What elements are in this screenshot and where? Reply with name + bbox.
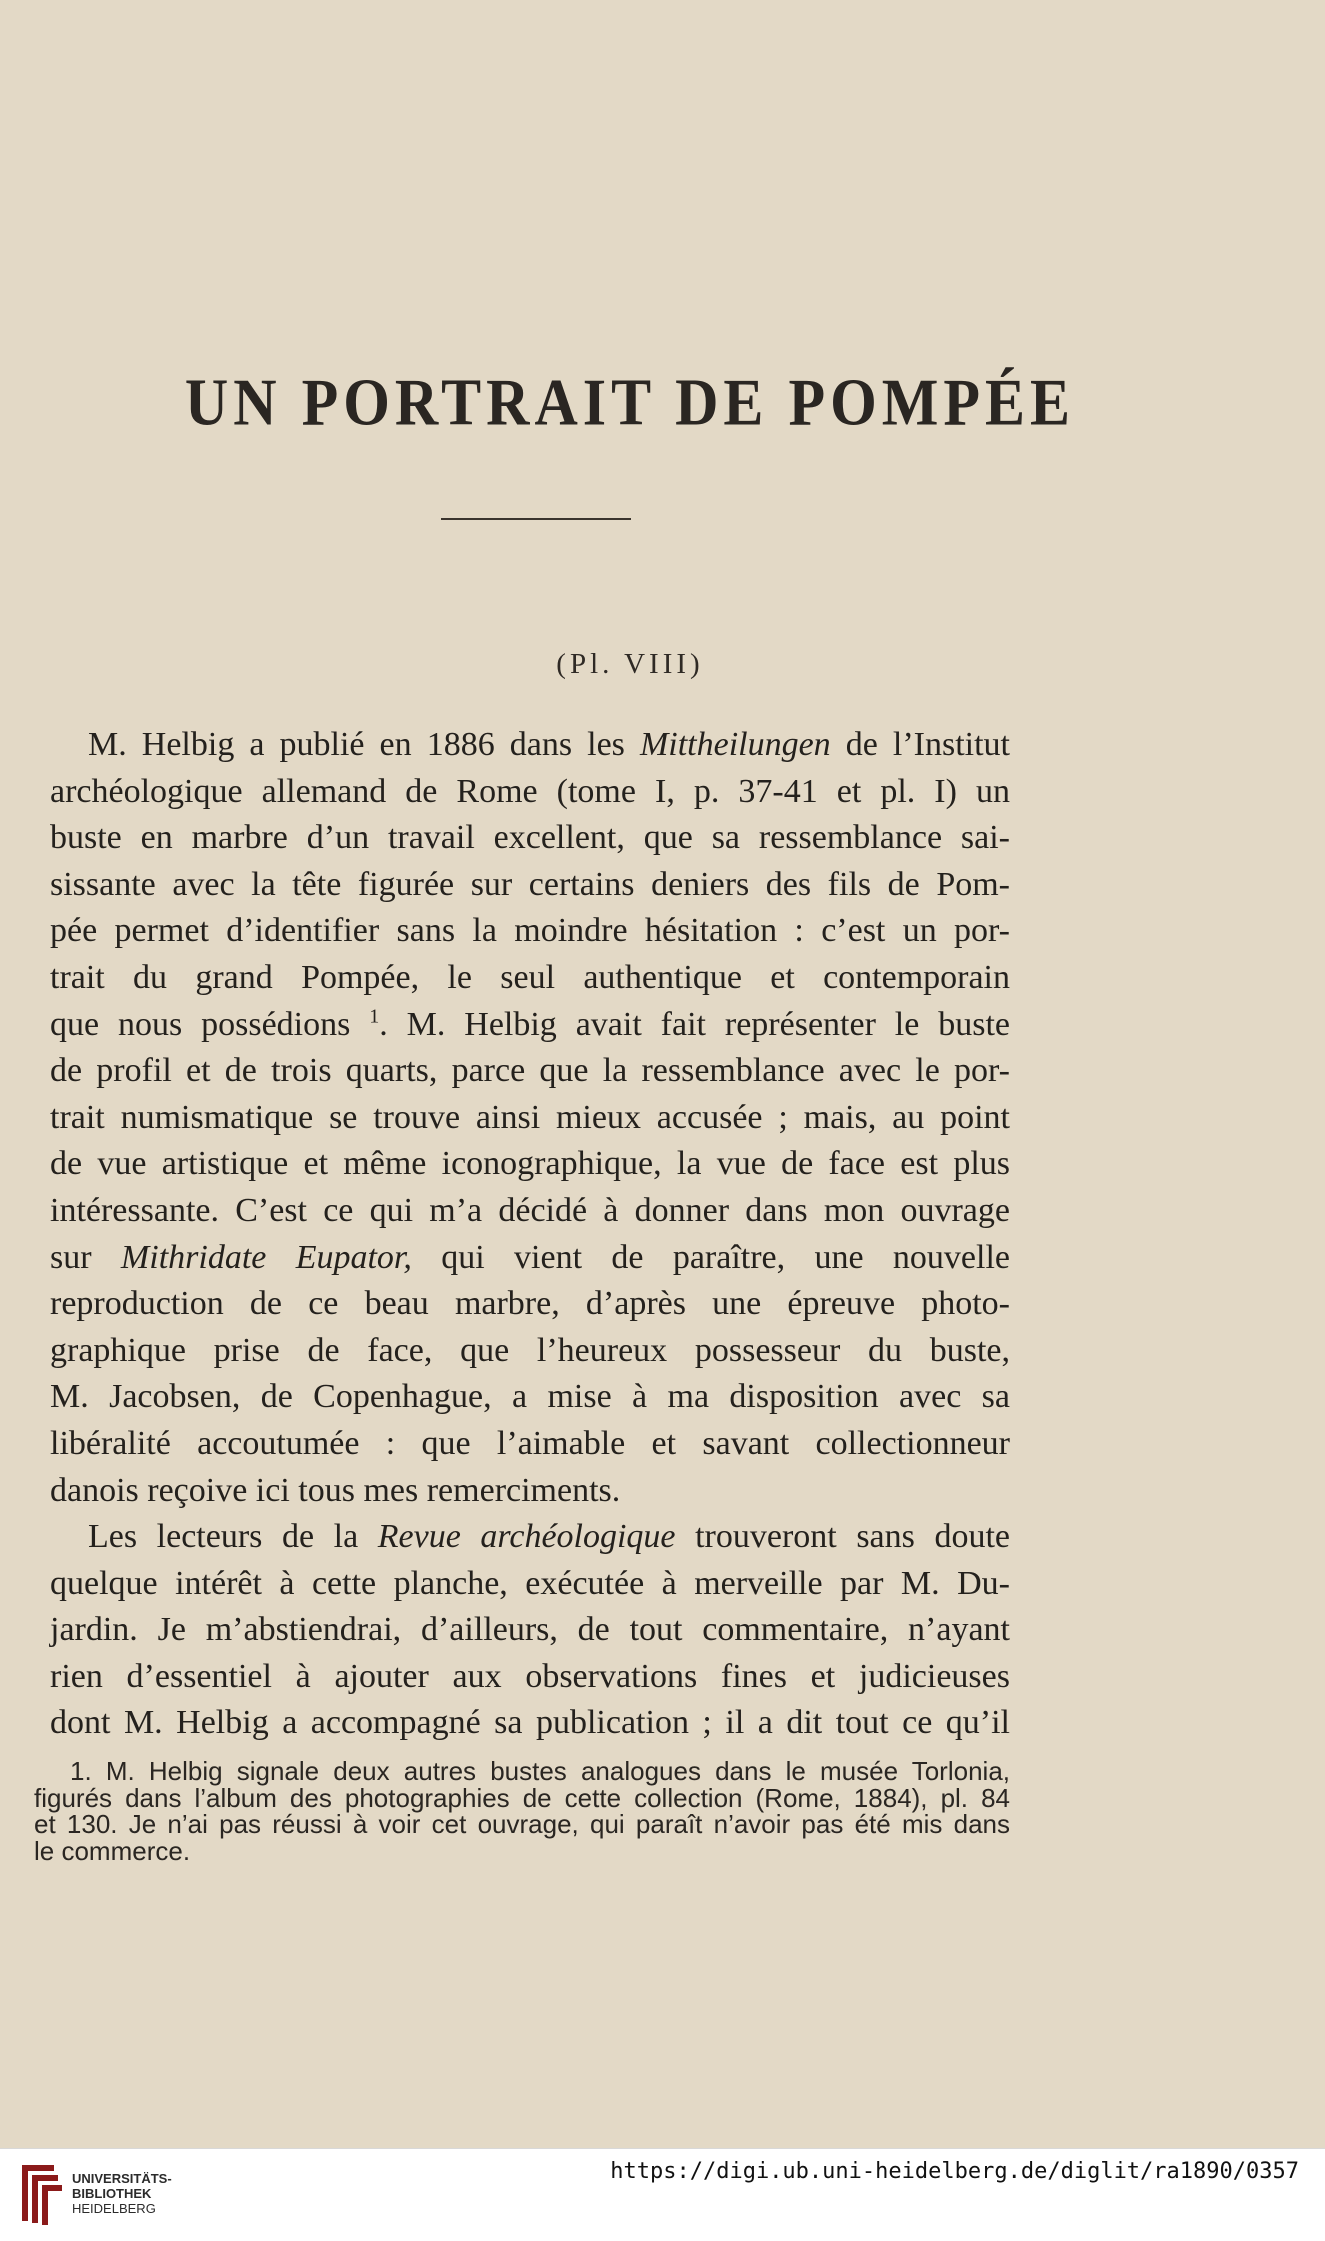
text-run: danois reçoive ici tous mes remerciments. [50, 1471, 621, 1509]
text-run: M. Jacobsen, de Copenhague, a mise à ma disposition avec sa [50, 1378, 1010, 1416]
title-rule [441, 518, 631, 520]
text-run: reproduction de ce beau marbre, d’après une épreuve photo- [50, 1285, 1010, 1323]
library-line: BIBLIOTHEK [72, 2186, 152, 2201]
library-line: UNIVERSITÄTS- [72, 2171, 172, 2186]
text-line [50, 1654, 1010, 1701]
text-run: pée permet d’identifier sans la moindre hésitation : c’est un por- [50, 912, 1010, 950]
text-line [50, 1048, 1010, 1095]
footnote-line: 1. M. Helbig signale deux autres bustes analogues dans le musée Torlonia, [70, 1756, 1010, 1786]
footnote-line: le commerce. [34, 1835, 191, 1866]
library-line: HEIDELBERG [72, 2201, 156, 2216]
text-line [50, 1328, 1010, 1375]
article-body [50, 722, 1010, 1747]
article-title: UN PORTRAIT DE POMPÉE [184, 364, 1076, 439]
page-url-link[interactable]: https://digi.ub.uni-heidelberg.de/diglit/ra1890/0357 [610, 2159, 1299, 2184]
text-run: sissante avec la tête figurée sur certains deniers des fils de Pom- [50, 865, 1010, 903]
text-run: jardin. Je m’abstiendrai, d’ailleurs, de tout commentaire, n’ayant [50, 1611, 1010, 1649]
footnote-line: figurés dans l’album des photographies de cette collection (Rome, 1884), pl. 84 [34, 1782, 1010, 1813]
text-run: dont M. Helbig a accompagné sa publication ; il a dit tout ce qu’il [50, 1704, 1010, 1742]
text-run: de vue artistique et même iconographique, la vue de face est plus [50, 1145, 1010, 1183]
text-run: trait du grand Pompée, le seul authentique et contemporain [50, 958, 1010, 996]
text-run: Les lecteurs de la [88, 1518, 378, 1556]
text-run: archéologique allemand de Rome (tome I, p. 37-41 et pl. I) un [50, 772, 1010, 810]
text-line [50, 722, 1010, 769]
plate-reference: (Pl. VIII) [556, 648, 704, 680]
library-logo-icon [14, 2161, 64, 2227]
text-line [50, 1188, 1010, 1235]
italic-title: Revue archéologique [377, 1518, 676, 1556]
italic-title: Mittheilungen [639, 726, 831, 763]
text-run: . M. Helbig avait fait représenter le buste [379, 1005, 1010, 1043]
text-line [50, 1468, 1010, 1515]
text-run: trait numismatique se trouve ainsi mieux accusée ; mais, au point [50, 1098, 1010, 1136]
text-line [50, 1421, 1010, 1468]
text-run: quelque intérêt à cette planche, exécutée à merveille par M. Du- [50, 1564, 1010, 1602]
text-run: intéressante. C’est ce qui m’a décidé à donner dans mon ouvrage [50, 1191, 1010, 1229]
text-run: libéralité accoutumée : que l’aimable et savant collectionneur [50, 1424, 1010, 1462]
text-line [50, 1561, 1010, 1608]
text-run: M. Helbig a publié en 1886 dans les [88, 726, 640, 763]
viewer-footer [0, 2148, 1325, 2241]
footnote [34, 1758, 1010, 1864]
text-run: que nous possédions [50, 1005, 370, 1043]
text-line [50, 955, 1010, 1002]
text-run: graphique prise de face, que l’heureux possesseur du buste, [50, 1331, 1010, 1369]
text-run: trouveront sans doute [675, 1518, 1010, 1556]
text-line [50, 1514, 1010, 1561]
text-run: buste en marbre d’un travail excellent, que sa ressemblance sai- [50, 819, 1010, 857]
text-line [50, 1700, 1010, 1747]
text-line [50, 1374, 1010, 1421]
text-line [50, 1607, 1010, 1654]
text-line [50, 815, 1010, 862]
text-line [50, 769, 1010, 816]
text-line [50, 1095, 1010, 1142]
text-line [50, 862, 1010, 909]
italic-title: Mithridate Eupator, [120, 1238, 412, 1276]
text-run: sur [50, 1238, 121, 1276]
footnote-marker: 1 [369, 1005, 380, 1028]
library-name [72, 2171, 172, 2216]
text-line [50, 1002, 1010, 1049]
text-run: qui vient de paraître, une nouvelle [411, 1238, 1011, 1276]
text-line [50, 1281, 1010, 1328]
text-line [50, 908, 1010, 955]
text-run: de l’Institut [830, 726, 1010, 763]
footnote-line: et 130. Je n’ai pas réussi à voir cet ouvrage, qui paraît n’avoir pas été mis dans [34, 1809, 1010, 1839]
text-line [50, 1141, 1010, 1188]
text-run: rien d’essentiel à ajouter aux observations fines et judicieuses [50, 1657, 1010, 1695]
text-run: de profil et de trois quarts, parce que la ressemblance avec le por- [50, 1052, 1010, 1090]
text-line [50, 1235, 1010, 1282]
